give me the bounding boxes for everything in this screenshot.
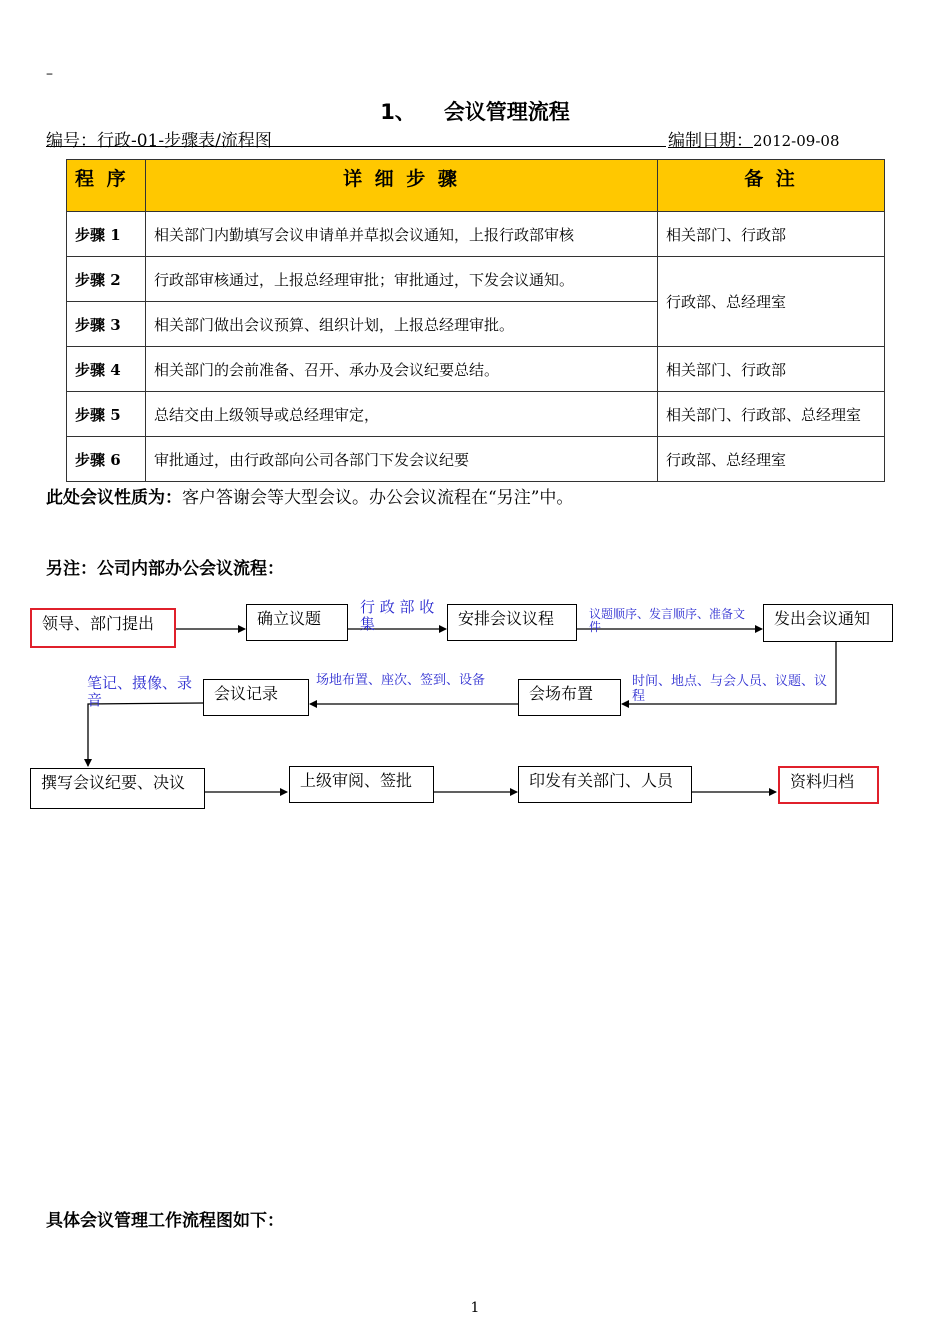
step-detail: 审批通过，由行政部向公司各部门下发会议纪要 bbox=[146, 437, 658, 482]
flow-box-topic: 确立议题 bbox=[246, 604, 348, 641]
flow-box-archive: 资料归档 bbox=[778, 766, 879, 804]
label-notice-items-line2: 程 bbox=[632, 689, 646, 704]
label-record-items-line2: 音 bbox=[87, 691, 103, 709]
page-number: 1 bbox=[470, 1300, 480, 1316]
header-procedure: 程 序 bbox=[67, 160, 146, 212]
label-collect-line1: 行 政 部 收 bbox=[360, 598, 435, 616]
step-detail: 相关部门内勤填写会议申请单并草拟会议通知，上报行政部审核 bbox=[146, 212, 658, 257]
step-label: 步骤 5 bbox=[67, 392, 146, 437]
label-notice-items bbox=[632, 674, 827, 704]
title-number: 1、 bbox=[380, 100, 416, 124]
header-detail: 详 细 步 骤 bbox=[146, 160, 658, 212]
step-label: 步骤 6 bbox=[67, 437, 146, 482]
step-detail: 行政部审核通过，上报总经理审批；审批通过，下发会议通知。 bbox=[146, 257, 658, 302]
flow-box-distribute: 印发有关部门、人员 bbox=[518, 766, 692, 803]
nature-label: 此处会议性质为 bbox=[46, 488, 165, 508]
label-agenda-items-line2: 件 bbox=[589, 620, 602, 634]
arrow-record-to-minutes bbox=[88, 703, 203, 766]
header-dash: – bbox=[46, 66, 53, 82]
flow-box-record: 会议记录 bbox=[203, 679, 309, 716]
label-venue-items: 场地布置、座次、签到、设备 bbox=[316, 673, 486, 688]
flow-box-notice: 发出会议通知 bbox=[763, 604, 893, 642]
step-detail: 总结交由上级领导或总经理审定， bbox=[146, 392, 658, 437]
step-label: 步骤 3 bbox=[67, 302, 146, 347]
step-note: 行政部、总经理室 bbox=[658, 437, 885, 482]
flow-box-agenda: 安排会议议程 bbox=[447, 604, 577, 641]
flow-box-review: 上级审阅、签批 bbox=[289, 766, 434, 803]
label-agenda-items bbox=[589, 608, 745, 634]
header-note: 备 注 bbox=[658, 160, 885, 212]
flow-box-minutes: 撰写会议纪要、决议 bbox=[30, 768, 205, 809]
label-notice-items-line1: 时间、地点、与会人员、议题、议 bbox=[632, 674, 828, 689]
label-collect bbox=[360, 599, 434, 633]
step-note: 相关部门、行政部 bbox=[658, 347, 885, 392]
step-label: 步骤 4 bbox=[67, 347, 146, 392]
step-detail: 相关部门的会前准备、召开、承办及会议纪要总结。 bbox=[146, 347, 658, 392]
document-code: 编号：行政-01-步骤表/流程图 bbox=[46, 131, 272, 151]
nature-text: 客户答谢会等大型会议。办公会议流程在“另注”中。 bbox=[182, 488, 574, 508]
step-note: 相关部门、行政部、总经理室 bbox=[658, 392, 885, 437]
note-heading: 另注：公司内部办公会议流程： bbox=[46, 559, 284, 579]
date-value: 2012-09-08 bbox=[753, 132, 840, 150]
label-collect-line2: 集 bbox=[360, 615, 376, 633]
nature-colon: ： bbox=[165, 488, 182, 508]
label-record-items bbox=[87, 675, 192, 709]
flow-box-venue: 会场布置 bbox=[518, 679, 621, 716]
step-note: 相关部门、行政部 bbox=[658, 212, 885, 257]
label-record-items-line1: 笔记、摄像、录 bbox=[87, 674, 193, 692]
step-note: 行政部、总经理室 bbox=[658, 257, 885, 347]
step-label: 步骤 2 bbox=[67, 257, 146, 302]
step-label: 步骤 1 bbox=[67, 212, 146, 257]
label-agenda-items-line1: 议题顺序、发言顺序、准备文 bbox=[589, 607, 746, 621]
bottom-heading: 具体会议管理工作流程图如下： bbox=[46, 1211, 284, 1231]
date-label: 编制日期： bbox=[668, 131, 753, 151]
step-detail: 相关部门做出会议预算、组织计划，上报总经理审批。 bbox=[146, 302, 658, 347]
title-text: 会议管理流程 bbox=[443, 100, 570, 124]
flow-box-leader: 领导、部门提出 bbox=[30, 608, 176, 648]
